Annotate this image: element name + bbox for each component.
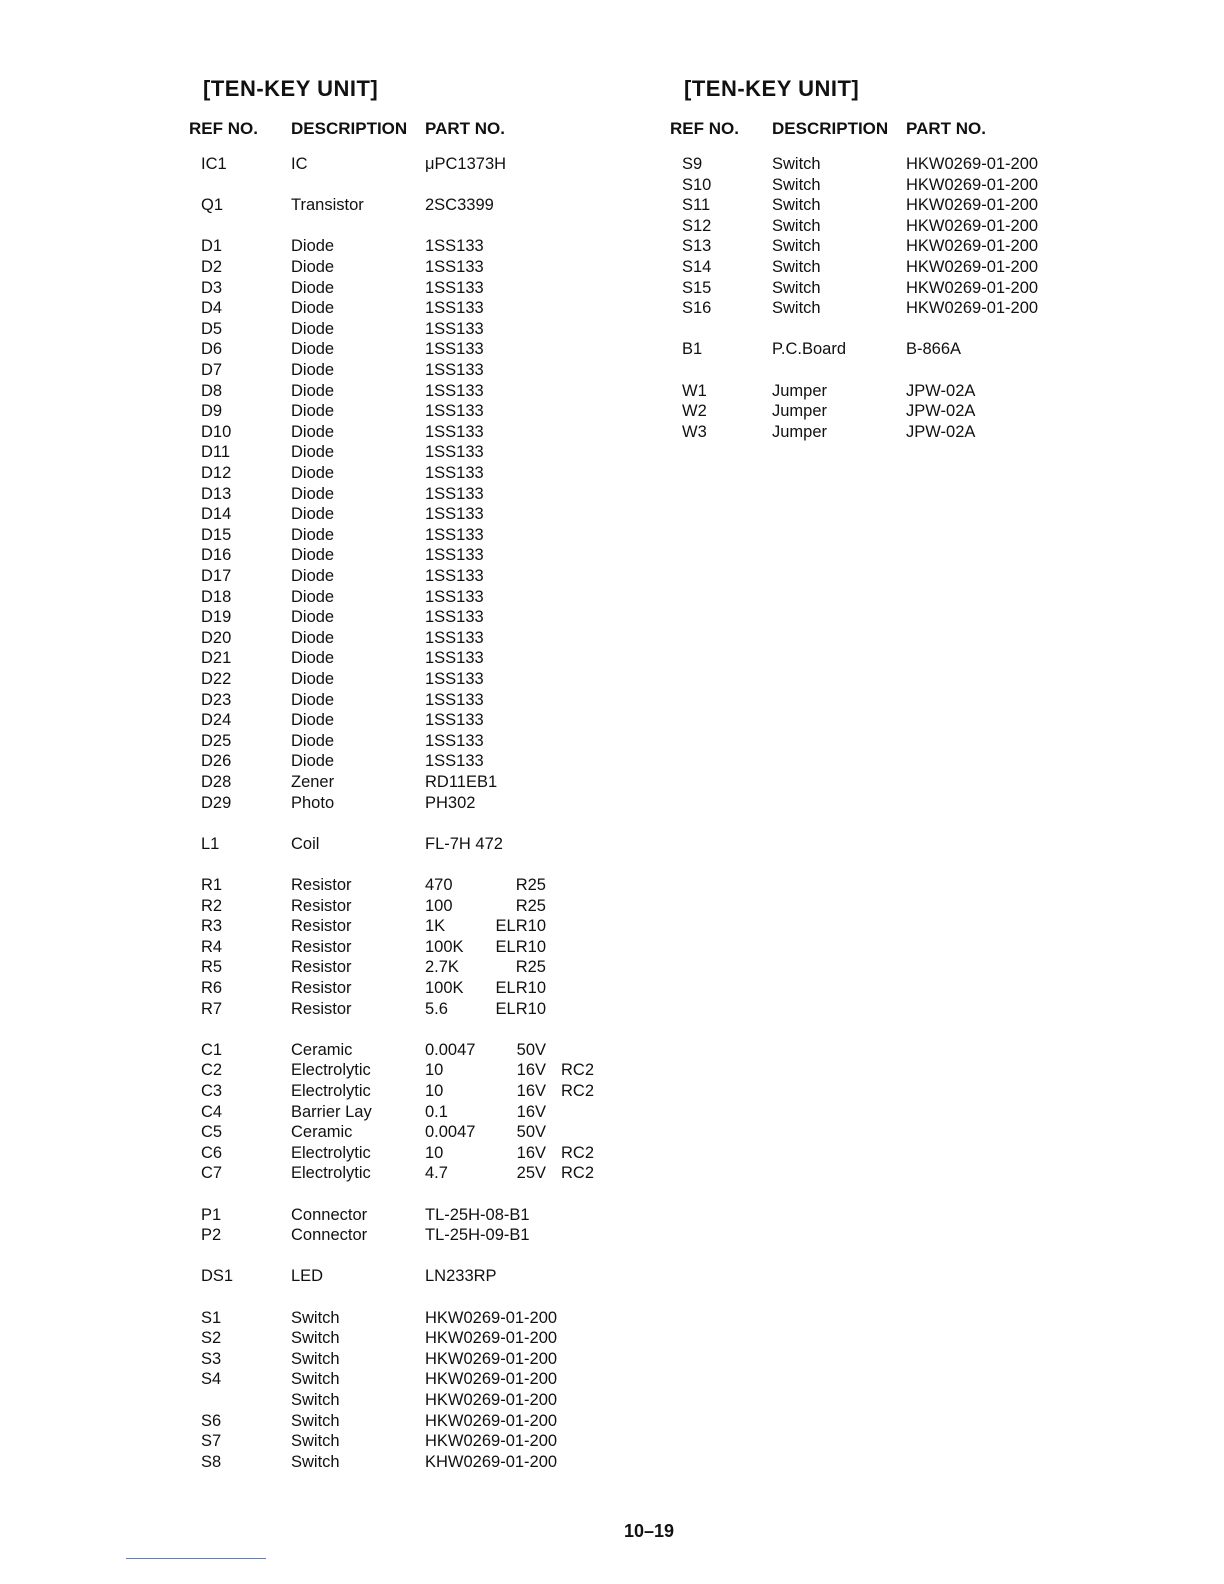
part-no-cell: HKW0269-01-200 <box>906 299 1039 318</box>
ref-no-cell: D16 <box>201 546 232 565</box>
ref-no-header: REF NO. <box>670 119 739 138</box>
ref-no-cell: S10 <box>682 175 712 194</box>
ref-no-cell: D19 <box>201 608 232 627</box>
value-cell: 10 <box>425 1143 444 1162</box>
ref-no-cell: D13 <box>201 484 232 503</box>
part-no-cell: 1SS133 <box>425 649 484 668</box>
ref-no-cell: R4 <box>201 937 223 956</box>
ref-no-cell: D23 <box>201 690 232 709</box>
table-row <box>0 794 640 814</box>
table-row <box>0 835 640 855</box>
description-cell: Electrolytic <box>291 1143 371 1162</box>
description-cell: Switch <box>772 237 821 256</box>
description-cell: Diode <box>291 381 335 400</box>
description-cell: IC <box>291 155 308 173</box>
part-no-cell: HKW0269-01-200 <box>425 1349 558 1368</box>
ref-no-cell: R7 <box>201 999 223 1018</box>
ref-no-cell: R6 <box>201 979 223 997</box>
ref-no-cell: D18 <box>201 587 232 606</box>
description-cell: Switch <box>291 1452 340 1471</box>
ref-no-cell: C7 <box>201 1164 223 1183</box>
table-row <box>481 340 1121 360</box>
part-no-cell: 1SS133 <box>425 484 484 503</box>
part-no-cell: FL-7H 472 <box>425 834 503 853</box>
description-cell: Switch <box>772 278 821 297</box>
table-row <box>481 196 1121 216</box>
table-row <box>0 1041 640 1061</box>
table-row <box>0 773 640 793</box>
part-no-cell: 1SS133 <box>425 237 484 256</box>
description-header: DESCRIPTION <box>291 119 408 138</box>
description-cell: Diode <box>291 361 335 379</box>
description-cell: Transistor <box>291 196 364 215</box>
description-cell: Diode <box>291 443 335 462</box>
table-row <box>481 423 1121 443</box>
ref-no-cell: Q1 <box>201 196 224 215</box>
part-no-cell: PH302 <box>425 793 476 812</box>
table-row <box>0 464 640 484</box>
part-no-cell: HKW0269-01-200 <box>425 1308 558 1327</box>
ref-no-cell: W3 <box>682 422 707 441</box>
description-cell: Diode <box>291 670 335 688</box>
ref-no-cell: D29 <box>201 793 232 812</box>
description-cell: Switch <box>291 1432 340 1451</box>
description-cell: Diode <box>291 505 335 524</box>
table-row <box>0 897 640 917</box>
table-row <box>0 1123 640 1143</box>
table-row <box>481 279 1121 299</box>
part-no-cell: 1SS133 <box>425 278 484 297</box>
table-row <box>0 938 640 958</box>
table-row <box>0 711 640 731</box>
table-row <box>0 732 640 752</box>
type-cell: RC2 <box>561 1164 595 1183</box>
value-cell: 10 <box>425 1061 444 1080</box>
description-cell: Resistor <box>291 979 352 997</box>
type-cell: RC2 <box>561 1061 595 1080</box>
part-no-cell: 1SS133 <box>425 752 484 771</box>
part-no-cell: 1SS133 <box>425 608 484 627</box>
description-cell: Diode <box>291 608 335 627</box>
part-no-cell: 2SC3399 <box>425 196 494 215</box>
ref-no-cell: D9 <box>201 402 223 421</box>
value-cell: 100K <box>425 979 464 997</box>
description-cell: Switch <box>291 1391 340 1409</box>
value-cell: 100 <box>425 896 453 915</box>
table-row <box>0 567 640 587</box>
ref-no-cell: D8 <box>201 381 223 400</box>
description-cell: Electrolytic <box>291 1082 371 1100</box>
part-no-cell: 1SS133 <box>425 422 484 441</box>
description-cell: Resistor <box>291 958 352 977</box>
part-no-cell: 1SS133 <box>425 690 484 709</box>
ref-no-cell: S15 <box>682 278 712 297</box>
ref-no-cell: S13 <box>682 237 712 256</box>
rating-cell: 25V <box>516 1164 546 1183</box>
description-cell: Switch <box>772 155 821 173</box>
part-no-cell: 1SS133 <box>425 505 484 524</box>
description-cell: Diode <box>291 587 335 606</box>
description-cell: Diode <box>291 690 335 709</box>
part-no-cell: 1SS133 <box>425 525 484 544</box>
table-row <box>0 1164 640 1184</box>
part-no-cell: JPW-02A <box>906 402 976 421</box>
rating-cell: ELR10 <box>495 979 546 997</box>
description-cell: Coil <box>291 834 320 853</box>
ref-no-cell: R1 <box>201 876 223 894</box>
part-no-cell: HKW0269-01-200 <box>906 175 1039 194</box>
description-cell: Connector <box>291 1205 368 1224</box>
value-cell: 470 <box>425 876 453 894</box>
part-no-cell: 1SS133 <box>425 361 484 379</box>
table-row <box>0 1370 640 1390</box>
type-cell: RC2 <box>561 1143 595 1162</box>
ref-no-cell: D21 <box>201 649 232 668</box>
ref-no-cell: R2 <box>201 896 223 915</box>
table-row <box>0 1391 640 1411</box>
table-row <box>0 979 640 999</box>
value-cell: 10 <box>425 1082 444 1100</box>
ref-no-cell: P1 <box>201 1205 222 1224</box>
table-row <box>481 299 1121 319</box>
ref-no-cell: D20 <box>201 628 232 647</box>
ref-no-cell: D12 <box>201 464 232 482</box>
description-cell: Diode <box>291 340 335 359</box>
rating-cell: 16V <box>516 1143 546 1162</box>
footer-rule <box>126 1558 266 1559</box>
description-cell: Diode <box>291 525 335 544</box>
description-cell: Resistor <box>291 917 352 936</box>
description-cell: Photo <box>291 793 335 812</box>
ref-no-cell: W1 <box>682 381 707 400</box>
description-cell: Diode <box>291 628 335 647</box>
description-cell: Diode <box>291 319 335 338</box>
part-no-cell: JPW-02A <box>906 422 976 441</box>
table-row <box>0 1453 640 1473</box>
description-cell: Electrolytic <box>291 1164 371 1183</box>
ref-no-cell: D25 <box>201 731 232 750</box>
ref-no-cell: R5 <box>201 958 223 977</box>
ref-no-cell: D11 <box>201 443 231 462</box>
description-cell: Diode <box>291 237 335 256</box>
part-no-cell: HKW0269-01-200 <box>906 278 1039 297</box>
ref-no-cell: S7 <box>201 1432 222 1451</box>
rating-cell: 16V <box>516 1082 546 1100</box>
description-cell: Barrier Lay <box>291 1102 372 1121</box>
description-cell: Switch <box>291 1411 340 1430</box>
ref-no-cell: S16 <box>682 299 712 318</box>
table-row <box>0 1412 640 1432</box>
description-cell: Diode <box>291 464 335 482</box>
table-row <box>0 505 640 525</box>
table-row <box>0 1206 640 1226</box>
ref-no-cell: C1 <box>201 1040 223 1059</box>
table-row <box>0 1350 640 1370</box>
description-cell: Switch <box>772 216 821 235</box>
rating-cell: 50V <box>516 1040 546 1059</box>
value-cell: 2.7K <box>425 958 459 977</box>
ref-no-cell: D6 <box>201 340 223 359</box>
ref-no-cell: S11 <box>682 196 711 215</box>
table-row <box>0 691 640 711</box>
rating-cell: R25 <box>515 896 546 915</box>
ref-no-cell: C2 <box>201 1061 223 1080</box>
section-title: [TEN-KEY UNIT] <box>203 76 379 101</box>
ref-no-cell: S12 <box>682 216 712 235</box>
part-no-cell: HKW0269-01-200 <box>906 216 1039 235</box>
table-row <box>0 958 640 978</box>
description-cell: Diode <box>291 711 335 730</box>
ref-no-cell: C3 <box>201 1082 223 1100</box>
part-no-header: PART NO. <box>906 119 986 138</box>
value-cell: 1K <box>425 917 446 936</box>
ref-no-cell: C4 <box>201 1102 223 1121</box>
ref-no-cell: D5 <box>201 319 223 338</box>
part-no-cell: JPW-02A <box>906 381 976 400</box>
description-header: DESCRIPTION <box>772 119 889 138</box>
value-cell: 4.7 <box>425 1164 448 1183</box>
table-row <box>0 1329 640 1349</box>
table-row <box>0 526 640 546</box>
table-row <box>0 485 640 505</box>
table-row <box>0 670 640 690</box>
part-no-cell: 1SS133 <box>425 670 484 688</box>
part-no-header: PART NO. <box>425 119 505 138</box>
part-no-cell: 1SS133 <box>425 567 484 585</box>
ref-no-cell: D15 <box>201 525 232 544</box>
part-no-cell: 1SS133 <box>425 381 484 400</box>
table-row <box>0 629 640 649</box>
description-cell: Diode <box>291 258 335 276</box>
ref-no-cell: D14 <box>201 505 232 524</box>
part-no-cell: 1SS133 <box>425 711 484 730</box>
part-no-cell: HKW0269-01-200 <box>906 155 1039 173</box>
table-row <box>481 155 1121 175</box>
ref-no-cell: D4 <box>201 299 223 318</box>
description-cell: Electrolytic <box>291 1061 371 1080</box>
description-cell: Switch <box>291 1349 340 1368</box>
description-cell: Diode <box>291 731 335 750</box>
table-row <box>481 176 1121 196</box>
type-cell: RC2 <box>561 1082 595 1100</box>
description-cell: Diode <box>291 402 335 421</box>
description-cell: Ceramic <box>291 1040 353 1059</box>
rating-cell: 16V <box>516 1061 546 1080</box>
description-cell: Resistor <box>291 896 352 915</box>
ref-no-cell: IC1 <box>201 155 227 173</box>
ref-no-cell: D17 <box>201 567 232 585</box>
description-cell: Zener <box>291 773 335 791</box>
table-row <box>0 361 640 381</box>
description-cell: P.C.Board <box>772 340 846 359</box>
ref-no-cell: D22 <box>201 670 232 688</box>
rating-cell: R25 <box>515 876 546 894</box>
rating-cell: 50V <box>516 1123 546 1142</box>
ref-no-cell: D10 <box>201 422 232 441</box>
table-row <box>481 237 1121 257</box>
description-cell: Diode <box>291 649 335 668</box>
part-no-cell: 1SS133 <box>425 319 484 338</box>
ref-no-cell: D28 <box>201 773 232 791</box>
description-cell: Switch <box>291 1308 340 1327</box>
ref-no-cell: S3 <box>201 1349 222 1368</box>
ref-no-cell: D24 <box>201 711 232 730</box>
table-row <box>0 1144 640 1164</box>
ref-no-cell: S4 <box>201 1370 222 1389</box>
ref-no-cell: D7 <box>201 361 223 379</box>
description-cell: Jumper <box>772 381 828 400</box>
part-no-cell: 1SS133 <box>425 443 484 462</box>
table-row <box>481 402 1121 422</box>
description-cell: Switch <box>772 196 821 215</box>
ref-no-cell: C6 <box>201 1143 223 1162</box>
ref-no-cell: S1 <box>201 1308 222 1327</box>
description-cell: Diode <box>291 422 335 441</box>
table-row <box>0 649 640 669</box>
part-no-cell: B-866A <box>906 340 962 359</box>
ref-no-cell: R3 <box>201 917 223 936</box>
rating-cell: ELR10 <box>495 917 546 936</box>
part-no-cell: 1SS133 <box>425 258 484 276</box>
page-number: 10–19 <box>624 1521 675 1541</box>
description-cell: Switch <box>291 1329 340 1348</box>
table-row <box>0 443 640 463</box>
ref-no-header: REF NO. <box>189 119 258 138</box>
part-no-cell: TL-25H-08-B1 <box>425 1205 530 1224</box>
rating-cell: 16V <box>516 1102 546 1121</box>
ref-no-cell: P2 <box>201 1226 222 1245</box>
ref-no-cell: D1 <box>201 237 223 256</box>
table-row <box>0 917 640 937</box>
part-no-cell: μPC1373H <box>425 155 507 173</box>
part-no-cell: HKW0269-01-200 <box>425 1329 558 1348</box>
description-cell: Resistor <box>291 999 352 1018</box>
part-no-cell: KHW0269-01-200 <box>425 1452 558 1471</box>
ref-no-cell: D26 <box>201 752 232 771</box>
description-cell: Diode <box>291 278 335 297</box>
part-no-cell: 1SS133 <box>425 731 484 750</box>
description-cell: Switch <box>772 175 821 194</box>
part-no-cell: HKW0269-01-200 <box>425 1432 558 1451</box>
description-cell: Switch <box>291 1370 340 1389</box>
rating-cell: R25 <box>515 958 546 977</box>
description-cell: Diode <box>291 567 335 585</box>
description-cell: Jumper <box>772 402 828 421</box>
value-cell: 0.0047 <box>425 1040 476 1059</box>
part-no-cell: 1SS133 <box>425 464 484 482</box>
table-row <box>0 588 640 608</box>
description-cell: Switch <box>772 258 821 276</box>
table-row <box>0 752 640 772</box>
description-cell: Resistor <box>291 876 352 894</box>
ref-no-cell: S6 <box>201 1411 222 1430</box>
part-no-cell: 1SS133 <box>425 628 484 647</box>
description-cell: Diode <box>291 546 335 565</box>
part-no-cell: 1SS133 <box>425 340 484 359</box>
value-cell: 0.1 <box>425 1102 448 1121</box>
table-row <box>481 217 1121 237</box>
description-cell: LED <box>291 1267 324 1286</box>
description-cell: Resistor <box>291 937 352 956</box>
table-row <box>0 1432 640 1452</box>
description-cell: Diode <box>291 752 335 771</box>
ref-no-cell: L1 <box>201 834 220 853</box>
table-row <box>0 320 640 340</box>
table-row <box>481 382 1121 402</box>
table-row <box>0 1103 640 1123</box>
description-cell: Diode <box>291 299 335 318</box>
part-no-cell: 1SS133 <box>425 546 484 565</box>
ref-no-cell: S8 <box>201 1452 222 1471</box>
table-row <box>0 1267 640 1287</box>
section-title: [TEN-KEY UNIT] <box>684 76 860 101</box>
part-no-cell: LN233RP <box>425 1267 497 1286</box>
table-row <box>0 1226 640 1246</box>
description-cell: Diode <box>291 484 335 503</box>
ref-no-cell: DS1 <box>201 1267 234 1286</box>
ref-no-cell: W2 <box>682 402 707 421</box>
part-no-cell: HKW0269-01-200 <box>425 1370 558 1389</box>
part-no-cell: HKW0269-01-200 <box>425 1411 558 1430</box>
table-row <box>0 1061 640 1081</box>
part-no-cell: HKW0269-01-200 <box>425 1391 558 1409</box>
table-row <box>0 1000 640 1020</box>
description-cell: Ceramic <box>291 1123 353 1142</box>
part-no-cell: RD11EB1 <box>425 773 498 791</box>
table-row <box>0 1082 640 1102</box>
value-cell: 5.6 <box>425 999 448 1018</box>
table-row <box>481 258 1121 278</box>
value-cell: 0.0047 <box>425 1123 476 1142</box>
ref-no-cell: D3 <box>201 278 223 297</box>
table-row <box>0 1309 640 1329</box>
ref-no-cell: S2 <box>201 1329 222 1348</box>
rating-cell: ELR10 <box>495 937 546 956</box>
part-no-cell: 1SS133 <box>425 402 484 421</box>
table-row <box>0 546 640 566</box>
part-no-cell: HKW0269-01-200 <box>906 237 1039 256</box>
ref-no-cell: S14 <box>682 258 712 276</box>
ref-no-cell: C5 <box>201 1123 223 1142</box>
part-no-cell: 1SS133 <box>425 587 484 606</box>
part-no-cell: 1SS133 <box>425 299 484 318</box>
ref-no-cell: S9 <box>682 155 703 173</box>
ref-no-cell: B1 <box>682 340 703 359</box>
description-cell: Switch <box>772 299 821 318</box>
ref-no-cell: D2 <box>201 258 223 276</box>
value-cell: 100K <box>425 937 464 956</box>
part-no-cell: HKW0269-01-200 <box>906 258 1039 276</box>
rating-cell: ELR10 <box>495 999 546 1018</box>
part-no-cell: HKW0269-01-200 <box>906 196 1039 215</box>
part-no-cell: TL-25H-09-B1 <box>425 1226 530 1245</box>
description-cell: Jumper <box>772 422 828 441</box>
description-cell: Connector <box>291 1226 368 1245</box>
table-row <box>0 876 640 896</box>
table-row <box>0 608 640 628</box>
